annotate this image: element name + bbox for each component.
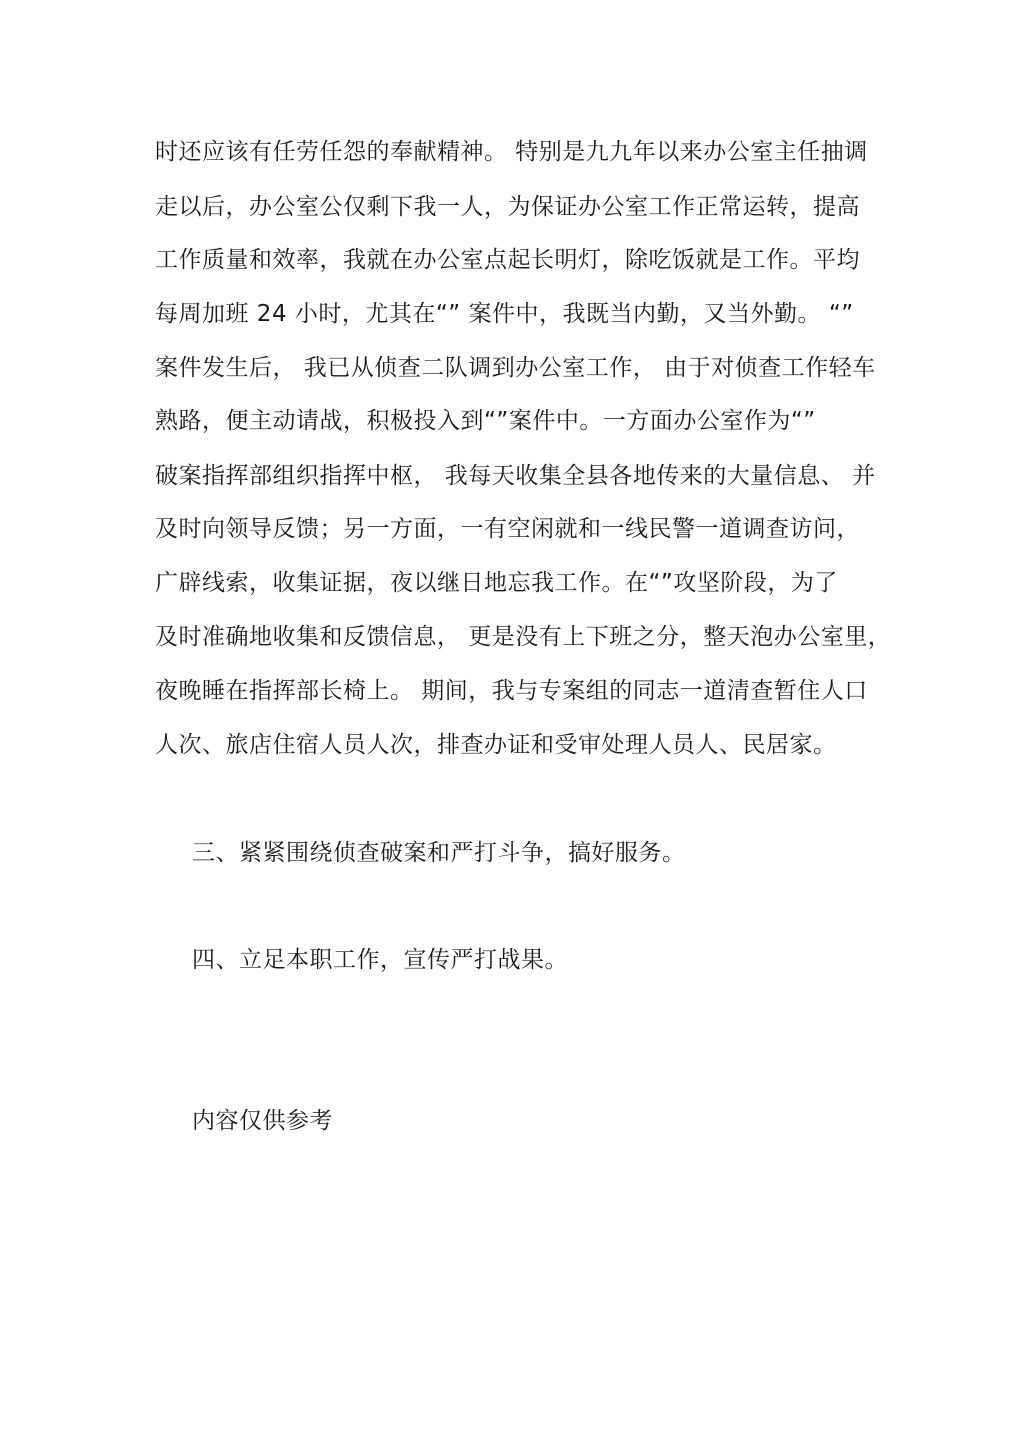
body-line-12: 人次、旅店住宿人员人次，排查办证和受审处理人员人、民居家。 xyxy=(155,732,837,758)
body-line-8: 及时向领导反馈；另一方面，一有空闲就和一线民警一道调查访问， xyxy=(155,516,860,542)
body-line-3: 工作质量和效率，我就在办公室点起长明灯，除吃饭就是工作。平均 xyxy=(155,247,860,273)
body-line-6: 熟路，便主动请战，积极投入到“”案件中。一方面办公室作为“” xyxy=(155,408,816,434)
section-heading-4: 四、立足本职工作，宣传严打战果。 xyxy=(192,947,568,973)
body-line-4: 每周加班 24 小时，尤其在“” 案件中，我既当内勤，又当外勤。 “” xyxy=(155,301,854,327)
body-line-2: 走以后，办公室公仅剩下我一人，为保证办公室工作正常运转，提高 xyxy=(155,194,860,220)
body-line-5: 案件发生后， 我已从侦查二队调到办公室工作， 由于对侦查工作轻车 xyxy=(155,355,876,381)
body-line-9: 广辟线索，收集证据，夜以继日地忘我工作。在“”攻坚阶段，为了 xyxy=(155,570,838,596)
body-line-10: 及时准确地收集和反馈信息， 更是没有上下班之分，整天泡办公室里， xyxy=(155,624,892,650)
body-line-7: 破案指挥部组织指挥中枢， 我每天收集全县各地传来的大量信息、 并 xyxy=(155,463,876,489)
footer-note: 内容仅供参考 xyxy=(192,1108,333,1134)
body-line-11: 夜晚睡在指挥部长椅上。 期间，我与专案组的同志一道清查暂住人口 xyxy=(155,678,868,704)
section-heading-3: 三、紧紧围绕侦查破案和严打斗争，搞好服务。 xyxy=(192,840,686,866)
body-line-1: 时还应该有任劳任怨的奉献精神。 特别是九九年以来办公室主任抽调 xyxy=(155,139,868,165)
